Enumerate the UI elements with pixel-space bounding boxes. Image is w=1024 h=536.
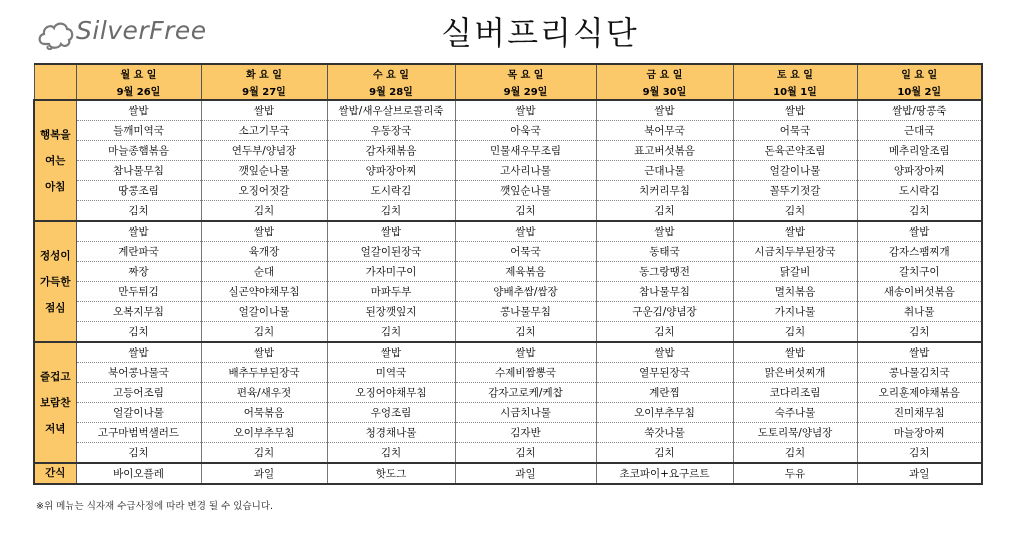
menu-row	[34, 443, 982, 464]
menu-cell: 도토리묵/양념장	[733, 423, 857, 443]
menu-cell: 쌀밥	[76, 342, 201, 363]
day-name-header: 토 요 일	[733, 64, 857, 82]
snack-cell: 핫도그	[327, 463, 455, 484]
menu-cell: 마늘장아찌	[857, 423, 982, 443]
menu-cell: 김치	[201, 201, 327, 222]
menu-row	[34, 342, 982, 363]
meal-label	[34, 221, 76, 342]
meal-label-line: 아침	[45, 180, 66, 193]
menu-row	[34, 423, 982, 443]
menu-cell: 쌀밥	[455, 100, 596, 121]
menu-row	[34, 121, 982, 141]
menu-cell: 된장깻잎지	[327, 302, 455, 322]
menu-cell: 참나물무침	[76, 161, 201, 181]
menu-cell: 김치	[201, 443, 327, 464]
brand-logo	[36, 14, 226, 54]
menu-cell: 감자스팸찌개	[857, 242, 982, 262]
menu-cell: 김치	[455, 443, 596, 464]
menu-cell: 계란찜	[596, 383, 733, 403]
meal-label-line: 점심	[45, 301, 66, 314]
menu-cell: 수제비짬뽕국	[455, 363, 596, 383]
menu-cell: 계란파국	[76, 242, 201, 262]
menu-cell: 쑥갓나물	[596, 423, 733, 443]
menu-cell: 돈육곤약조림	[733, 141, 857, 161]
menu-cell: 쌀밥	[76, 221, 201, 242]
menu-cell: 쌀밥	[733, 221, 857, 242]
menu-cell: 가자미구이	[327, 262, 455, 282]
menu-cell: 시금치나물	[455, 403, 596, 423]
day-name-header: 월 요 일	[76, 64, 201, 82]
menu-cell: 근대나물	[596, 161, 733, 181]
menu-cell: 고구마범벅샐러드	[76, 423, 201, 443]
menu-cell: 오리훈제야채볶음	[857, 383, 982, 403]
menu-cell: 북어콩나물국	[76, 363, 201, 383]
menu-cell: 김치	[76, 201, 201, 222]
snack-label: 간식	[34, 463, 76, 484]
meal-label	[34, 100, 76, 221]
menu-cell: 맑은버섯찌개	[733, 363, 857, 383]
menu-cell: 고사리나물	[455, 161, 596, 181]
menu-cell: 김치	[76, 322, 201, 343]
menu-row	[34, 242, 982, 262]
snack-cell: 과일	[455, 463, 596, 484]
menu-cell: 어묵국	[455, 242, 596, 262]
menu-cell: 참나물무침	[596, 282, 733, 302]
menu-row	[34, 221, 982, 242]
day-name-header: 일 요 일	[857, 64, 982, 82]
menu-cell: 도시락김	[327, 181, 455, 201]
menu-cell: 닭갈비	[733, 262, 857, 282]
menu-cell: 김치	[733, 443, 857, 464]
menu-cell: 쌀밥	[455, 342, 596, 363]
weekly-menu-table	[33, 63, 983, 485]
snack-cell: 바이오플레	[76, 463, 201, 484]
day-date-header: 9월 30일	[596, 82, 733, 100]
menu-cell: 쌀밥	[201, 221, 327, 242]
snack-cell: 과일	[201, 463, 327, 484]
snack-cell: 과일	[857, 463, 982, 484]
header-corner	[34, 64, 76, 100]
meal-label-line: 정성이	[40, 249, 71, 262]
menu-row	[34, 161, 982, 181]
menu-row	[34, 302, 982, 322]
menu-cell: 김치	[455, 322, 596, 343]
menu-cell: 짜장	[76, 262, 201, 282]
menu-cell: 양배추쌈/쌈장	[455, 282, 596, 302]
menu-cell: 쌀밥	[327, 221, 455, 242]
menu-row	[34, 383, 982, 403]
menu-cell: 마늘종햄볶음	[76, 141, 201, 161]
menu-row	[34, 201, 982, 222]
menu-cell: 쌀밥	[327, 342, 455, 363]
meal-label-line: 즐겁고	[40, 370, 71, 383]
meal-label	[34, 342, 76, 463]
day-name-header: 화 요 일	[201, 64, 327, 82]
menu-cell: 감자채볶음	[327, 141, 455, 161]
menu-cell: 우엉조림	[327, 403, 455, 423]
menu-cell: 시금치두부된장국	[733, 242, 857, 262]
menu-row	[34, 181, 982, 201]
menu-cell: 양파장아찌	[857, 161, 982, 181]
menu-cell: 쌀밥	[733, 342, 857, 363]
menu-cell: 김치	[857, 201, 982, 222]
day-name-header: 수 요 일	[327, 64, 455, 82]
day-date-header: 10월 2일	[857, 82, 982, 100]
menu-cell: 김치	[327, 443, 455, 464]
menu-cell: 깻잎순나물	[455, 181, 596, 201]
menu-cell: 구운김/양념장	[596, 302, 733, 322]
snack-cell: 초코파이+요구르트	[596, 463, 733, 484]
menu-cell: 메추리알조림	[857, 141, 982, 161]
menu-cell: 실곤약야채무침	[201, 282, 327, 302]
meal-label-line: 행복을	[40, 128, 71, 141]
meal-label-line: 보람찬	[40, 396, 71, 409]
day-date-header: 9월 27일	[201, 82, 327, 100]
menu-cell: 땅콩조림	[76, 181, 201, 201]
cloud-logo-icon	[36, 16, 76, 52]
menu-cell: 민물새우무조림	[455, 141, 596, 161]
menu-cell: 취나물	[857, 302, 982, 322]
menu-cell: 열무된장국	[596, 363, 733, 383]
menu-cell: 양파장아찌	[327, 161, 455, 181]
menu-cell: 쌀밥	[596, 221, 733, 242]
menu-cell: 배추두부된장국	[201, 363, 327, 383]
menu-cell: 쌀밥	[201, 342, 327, 363]
menu-cell: 쌀밥/새우살브로콜리죽	[327, 100, 455, 121]
menu-cell: 얼갈이나물	[733, 161, 857, 181]
menu-cell: 동그랑땡전	[596, 262, 733, 282]
menu-cell: 제육볶음	[455, 262, 596, 282]
menu-cell: 어묵볶음	[201, 403, 327, 423]
menu-row	[34, 403, 982, 423]
menu-cell: 갈치구이	[857, 262, 982, 282]
menu-row	[34, 282, 982, 302]
menu-row	[34, 262, 982, 282]
meal-label-line: 가득한	[40, 275, 71, 288]
menu-cell: 쌀밥	[857, 342, 982, 363]
meal-label-line: 저녁	[45, 422, 66, 435]
menu-cell: 어묵국	[733, 121, 857, 141]
menu-cell: 김치	[201, 322, 327, 343]
menu-cell: 청경채나물	[327, 423, 455, 443]
menu-cell: 얼갈이나물	[201, 302, 327, 322]
snack-row	[34, 463, 982, 484]
menu-cell: 오이부추무침	[201, 423, 327, 443]
menu-cell: 순대	[201, 262, 327, 282]
menu-cell: 들깨미역국	[76, 121, 201, 141]
menu-cell: 멸치볶음	[733, 282, 857, 302]
day-date-header: 9월 28일	[327, 82, 455, 100]
menu-cell: 소고기무국	[201, 121, 327, 141]
menu-cell: 오징어젓갈	[201, 181, 327, 201]
menu-cell: 얼갈이된장국	[327, 242, 455, 262]
menu-cell: 숙주나물	[733, 403, 857, 423]
menu-cell: 김자반	[455, 423, 596, 443]
menu-cell: 쌀밥/땅콩죽	[857, 100, 982, 121]
menu-cell: 아욱국	[455, 121, 596, 141]
snack-cell: 두유	[733, 463, 857, 484]
menu-cell: 콩나물김치국	[857, 363, 982, 383]
menu-cell: 콩나물무침	[455, 302, 596, 322]
menu-cell: 가지나물	[733, 302, 857, 322]
menu-cell: 김치	[733, 201, 857, 222]
menu-cell: 김치	[455, 201, 596, 222]
meal-label-line: 여는	[45, 154, 66, 167]
menu-cell: 쌀밥	[857, 221, 982, 242]
menu-cell: 김치	[327, 322, 455, 343]
menu-cell: 마파두부	[327, 282, 455, 302]
menu-cell: 치커리무침	[596, 181, 733, 201]
menu-row	[34, 322, 982, 343]
menu-cell: 쌀밥	[596, 100, 733, 121]
menu-cell: 쌀밥	[733, 100, 857, 121]
menu-cell: 표고버섯볶음	[596, 141, 733, 161]
menu-cell: 오징어야채무침	[327, 383, 455, 403]
menu-cell: 감자고로케/케찹	[455, 383, 596, 403]
menu-cell: 얼갈이나물	[76, 403, 201, 423]
menu-cell: 육개장	[201, 242, 327, 262]
menu-cell: 깻잎순나물	[201, 161, 327, 181]
menu-cell: 편육/새우젓	[201, 383, 327, 403]
menu-cell: 북어무국	[596, 121, 733, 141]
menu-cell: 우동장국	[327, 121, 455, 141]
menu-cell: 코다리조림	[733, 383, 857, 403]
brand-name: SilverFree	[76, 16, 207, 45]
menu-cell: 오이부추무침	[596, 403, 733, 423]
menu-row	[34, 100, 982, 121]
day-name-header: 금 요 일	[596, 64, 733, 82]
menu-cell: 고등어조림	[76, 383, 201, 403]
menu-cell: 김치	[596, 322, 733, 343]
menu-cell: 진미채무침	[857, 403, 982, 423]
menu-cell: 오복지무침	[76, 302, 201, 322]
menu-cell: 김치	[596, 443, 733, 464]
menu-cell: 도시락김	[857, 181, 982, 201]
menu-change-note: ※위 메뉴는 식자재 수급사정에 따라 변경 될 수 있습니다.	[36, 501, 274, 512]
menu-row	[34, 363, 982, 383]
menu-cell: 동태국	[596, 242, 733, 262]
menu-cell: 꼴뚜기젓갈	[733, 181, 857, 201]
menu-cell: 김치	[596, 201, 733, 222]
menu-cell: 쌀밥	[596, 342, 733, 363]
menu-row	[34, 141, 982, 161]
menu-cell: 쌀밥	[201, 100, 327, 121]
menu-cell: 미역국	[327, 363, 455, 383]
page-title: 실버프리식단	[441, 14, 639, 52]
menu-cell: 김치	[857, 322, 982, 343]
day-date-header: 9월 26일	[76, 82, 201, 100]
day-date-header: 10월 1일	[733, 82, 857, 100]
menu-cell: 김치	[327, 201, 455, 222]
menu-cell: 근대국	[857, 121, 982, 141]
menu-cell: 김치	[857, 443, 982, 464]
menu-cell: 김치	[733, 322, 857, 343]
menu-cell: 쌀밥	[76, 100, 201, 121]
menu-cell: 쌀밥	[455, 221, 596, 242]
menu-cell: 만두튀김	[76, 282, 201, 302]
menu-cell: 새송이버섯볶음	[857, 282, 982, 302]
day-date-header: 9월 29일	[455, 82, 596, 100]
menu-cell: 연두부/양념장	[201, 141, 327, 161]
menu-cell: 김치	[76, 443, 201, 464]
day-name-header: 목 요 일	[455, 64, 596, 82]
